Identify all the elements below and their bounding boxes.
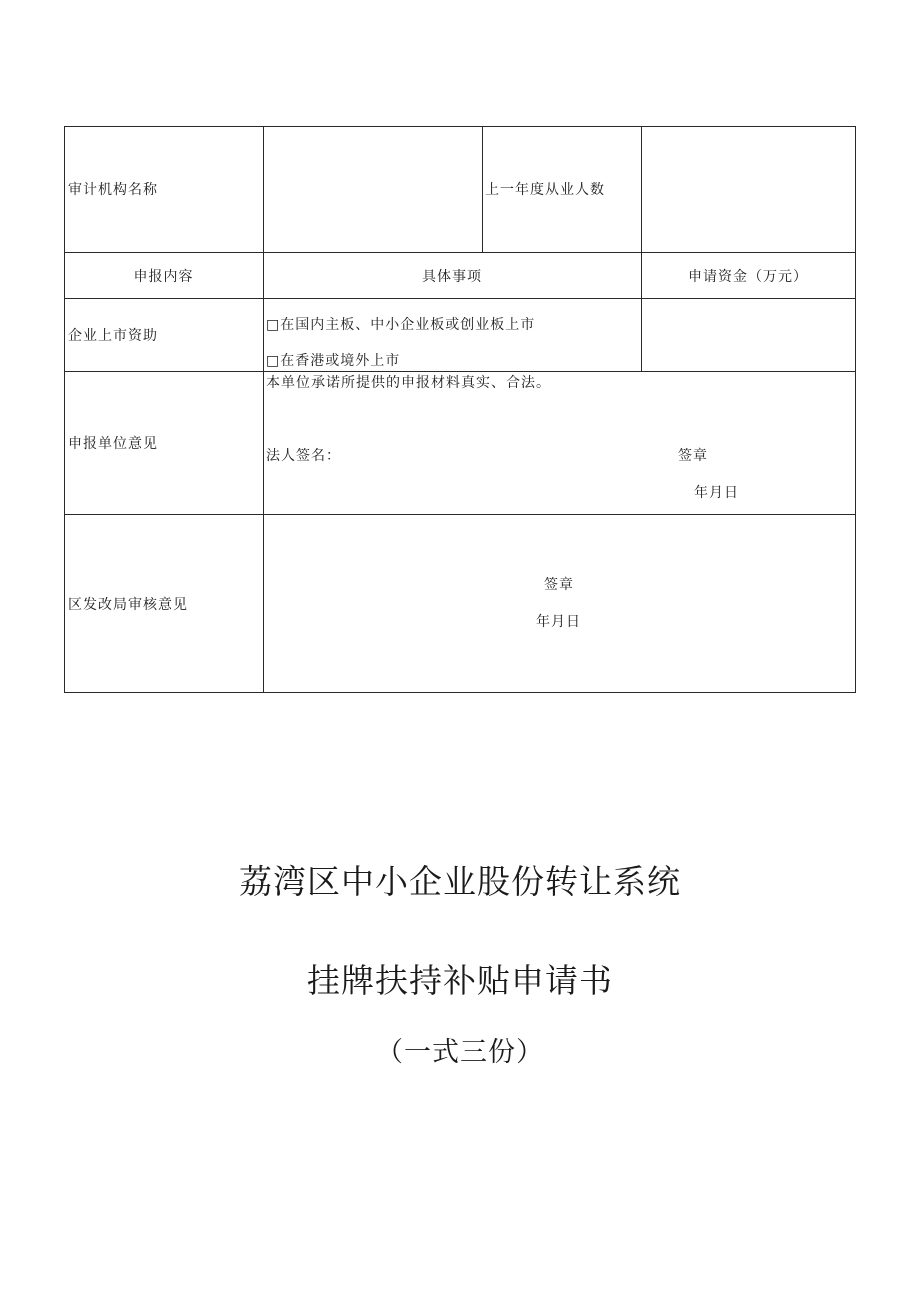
listing-funds-field[interactable] (648, 328, 848, 344)
cover-title-line2: 挂牌扶持补贴申请书 (307, 961, 613, 1000)
header-content: 申报内容 (133, 269, 194, 285)
application-form-table (64, 126, 856, 693)
applicant-seal-label: 签章 (678, 448, 708, 464)
cover-title-line1: 荔湾区中小企业股份转让系统 (239, 862, 681, 901)
header-items: 具体事项 (422, 269, 482, 285)
table-border-bottom (64, 692, 856, 693)
table-row-divider (64, 252, 856, 253)
employees-label: 上一年度从业人数 (485, 182, 605, 198)
applicant-pledge-text: 本单位承诺所提供的申报材料真实、合法。 (266, 375, 551, 391)
employees-field[interactable] (648, 182, 848, 198)
table-row-divider (64, 371, 856, 372)
review-seal-label: 签章 (544, 577, 574, 593)
listing-label: 企业上市资助 (68, 328, 158, 344)
applicant-date-label: 年月日 (694, 485, 739, 501)
listing-option-overseas[interactable]: □在香港或境外上市 (266, 353, 401, 369)
table-col-divider (263, 126, 264, 693)
table-border-right (855, 126, 856, 693)
audit-org-label: 审计机构名称 (68, 182, 158, 198)
header-funds: 申请资金（万元） (688, 269, 808, 285)
table-border-top (64, 126, 856, 127)
review-date-label: 年月日 (536, 614, 581, 630)
table-col-divider (641, 126, 642, 371)
review-opinion-label: 区发改局审核意见 (68, 597, 188, 613)
table-row-divider (64, 514, 856, 515)
listing-option-domestic[interactable]: □在国内主板、中小企业板或创业板上市 (266, 317, 536, 333)
audit-org-field[interactable] (270, 182, 475, 198)
legal-person-signature-label: 法人签名： (266, 448, 341, 464)
applicant-opinion-label: 申报单位意见 (68, 436, 158, 452)
table-row-divider (64, 298, 856, 299)
cover-copies-note: （一式三份） (376, 1037, 544, 1068)
table-col-divider (482, 126, 483, 252)
table-border-left (64, 126, 65, 693)
